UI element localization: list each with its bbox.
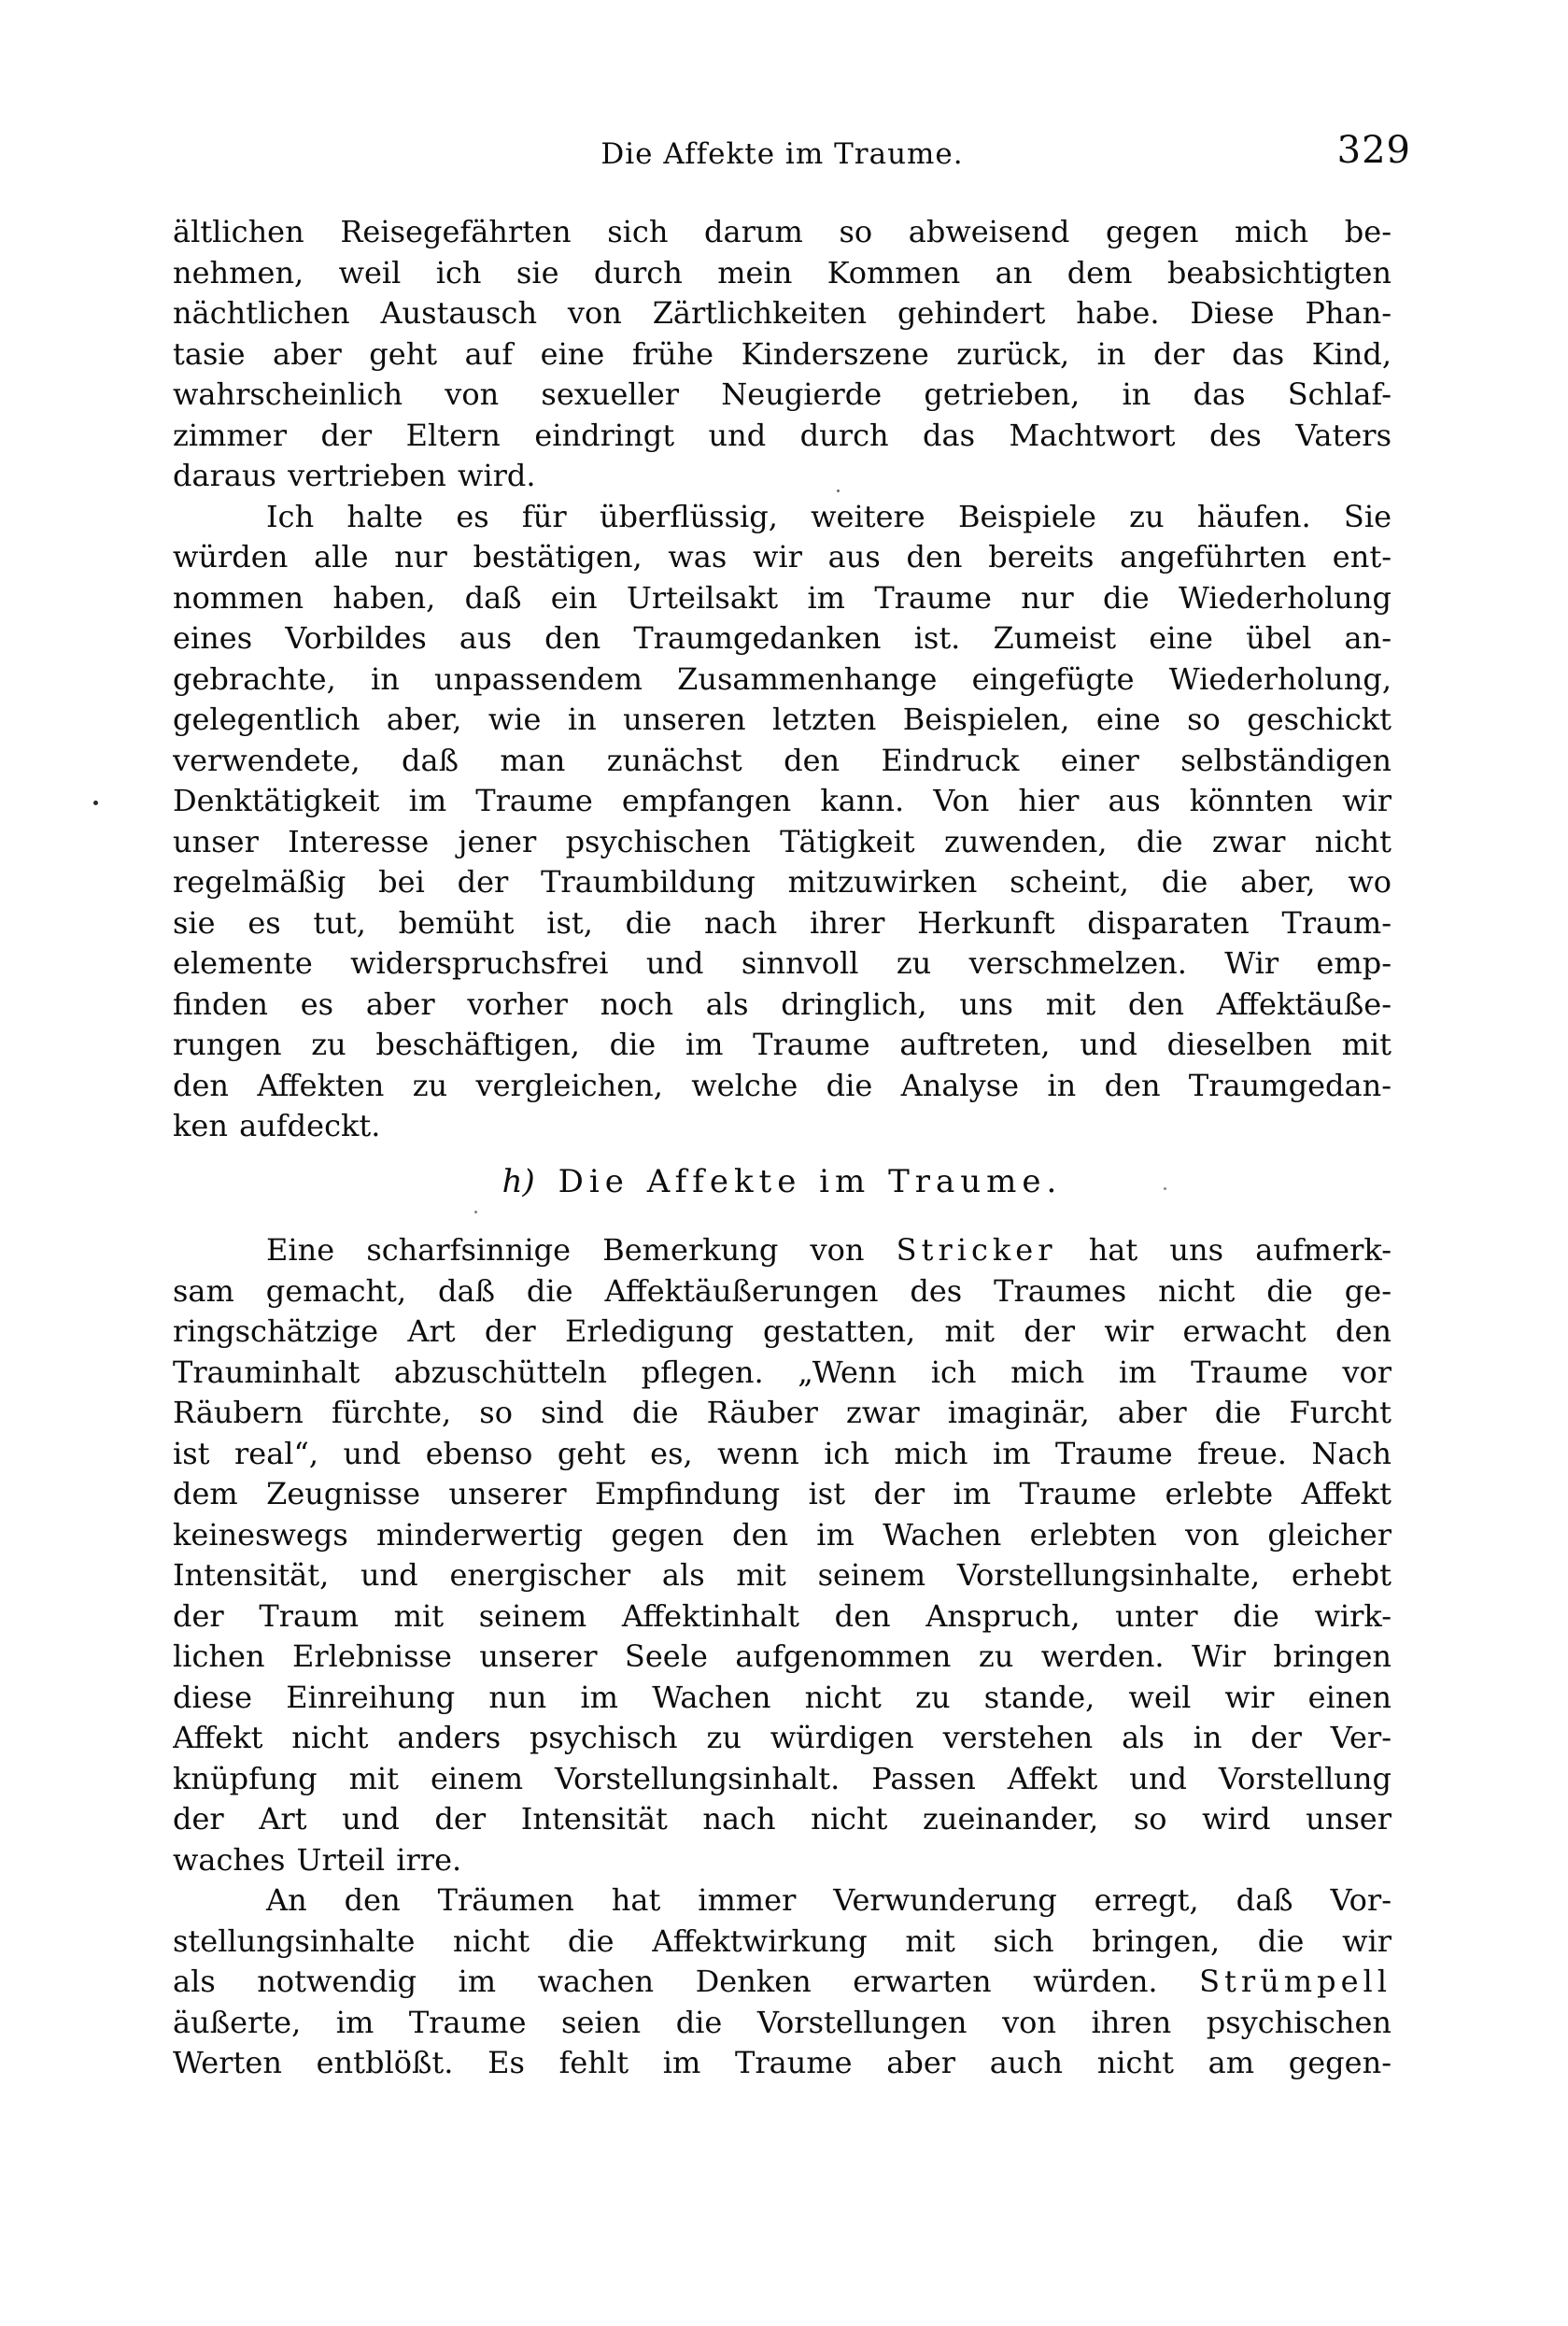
text-line: tasie aber geht auf eine frühe Kinderszene zurück, in der das Kind,: [173, 335, 1391, 372]
text-line: gebrachte, in unpassendem Zusammenhange eingefügte Wiederholung,: [173, 660, 1391, 697]
text-line: knüpfung mit einem Vorstellungsinhalt. Passen Affekt und Vorstellung: [173, 1760, 1391, 1796]
heading-prefix: h): [501, 1162, 535, 1200]
text-line: Räubern fürchte, so sind die Räuber zwar imaginär, aber die Furcht: [173, 1395, 1391, 1430]
text-line: dem Zeugnisse unserer Empfindung ist der im Traume erlebte Affekt: [173, 1476, 1391, 1511]
text-line: sam gemacht, daß die Affektäußerungen des Traumes nicht die ge-: [173, 1272, 1391, 1309]
text-line: würden alle nur bestätigen, was wir aus den bereits angeführten ent-: [173, 539, 1391, 574]
text-line: wahrscheinlich von sexueller Neugierde getrieben, in das Schlaf-: [173, 376, 1391, 412]
text-line: finden es aber vorher noch als dringlich, uns mit den Affektäuße-: [173, 986, 1391, 1022]
text-line: Eine scharfsinnige Bemerkung von Stricker hat uns aufmerk-: [266, 1232, 1391, 1268]
text-line: regelmäßig bei der Traumbildung mitzuwirken scheint, die aber, wo: [173, 864, 1391, 900]
text-line: äußerte, im Traume seien die Vorstellungen von ihren psychischen: [173, 2004, 1391, 2040]
text-line: der Traum mit seinem Affektinhalt den Anspruch, unter die wirk-: [173, 1597, 1391, 1634]
text-line: stellungsinhalte nicht die Affektwirkung mit sich bringen, die wir: [173, 1922, 1391, 1959]
text-line: den Affekten zu vergleichen, welche die Analyse in den Traumgedan-: [173, 1067, 1391, 1103]
text-line: Affekt nicht anders psychisch zu würdigen verstehen als in der Ver-: [173, 1720, 1391, 1755]
heading-title: Die Affekte im Traume.: [558, 1162, 1063, 1200]
scan-speck: [1164, 1187, 1166, 1190]
paragraph: [173, 497, 1391, 1147]
text-line: Ich halte es für überflüssig, weitere Beispiele zu häufen. Sie: [266, 498, 1391, 534]
text-line: An den Träumen hat immer Verwunderung erregt, daß Vor-: [266, 1882, 1391, 1918]
text-line: rungen zu beschäftigen, die im Traume auftreten, und dieselben mit: [173, 1027, 1391, 1062]
text-line: zimmer der Eltern eindringt und durch das Machtwort des Vaters: [173, 417, 1391, 453]
text-line: waches Urteil irre.: [173, 1841, 462, 1878]
running-title: Die Affekte im Traume.: [600, 137, 964, 171]
page-number: 329: [1336, 129, 1411, 172]
section-heading: [173, 1162, 1391, 1203]
scan-speck: [93, 801, 98, 805]
text-line: sie es tut, bemüht ist, die nach ihrer Herkunft disparaten Traum-: [173, 904, 1391, 941]
text-line: nächtlichen Austausch von Zärtlichkeiten gehindert habe. Diese Phan-: [173, 295, 1391, 331]
text-line: eines Vorbildes aus den Traumgedanken ist. Zumeist eine übel an-: [173, 620, 1391, 656]
text-line: als notwendig im wachen Denken erwarten würden. Strümpell: [173, 1964, 1391, 1999]
text-line: Trauminhalt abzuschütteln pflegen. „Wenn ich mich im Traume vor: [173, 1354, 1391, 1390]
paragraph: [173, 1880, 1391, 2084]
text-line: ringschätzige Art der Erledigung gestatten, mit der wir erwacht den: [173, 1313, 1391, 1349]
paragraph: [173, 212, 1391, 497]
text-line: Werten entblößt. Es fehlt im Traume aber auch nicht am gegen-: [173, 2045, 1391, 2080]
text-line: diese Einreihung nun im Wachen nicht zu stande, weil wir einen: [173, 1679, 1391, 1715]
text-line: verwendete, daß man zunächst den Eindruck einer selbständigen: [173, 742, 1391, 778]
text-line: der Art und der Intensität nach nicht zueinander, so wird unser: [173, 1801, 1391, 1837]
text-line: ken aufdeckt.: [173, 1108, 381, 1143]
paragraph: [173, 1230, 1391, 1880]
scan-speck: [837, 489, 840, 492]
body-text: [173, 212, 1391, 2084]
emphasized-word: Stricker: [896, 1232, 1057, 1268]
text-line: keineswegs minderwertig gegen den im Wachen erlebten von gleicher: [173, 1516, 1391, 1553]
text-line: gelegentlich aber, wie in unseren letzten Beispielen, eine so geschickt: [173, 702, 1391, 737]
text-line: lichen Erlebnisse unserer Seele aufgenommen zu werden. Wir bringen: [173, 1638, 1391, 1674]
text-line: ist real“, und ebenso geht es, wenn ich mich im Traume freue. Nach: [173, 1435, 1391, 1471]
emphasized-word: Strümpell: [1199, 1964, 1391, 1999]
text-line: Denktätigkeit im Traume empfangen kann. Von hier aus könnten wir: [173, 783, 1391, 818]
scan-speck: [474, 1211, 477, 1213]
text-line: Intensität, und energischer als mit seinem Vorstellungsinhalte, erhebt: [173, 1557, 1391, 1593]
text-line: nommen haben, daß ein Urteilsakt im Traume nur die Wiederholung: [173, 579, 1391, 616]
text-line: elemente widerspruchsfrei und sinnvoll zu verschmelzen. Wir emp-: [173, 945, 1391, 981]
text-line: nehmen, weil ich sie durch mein Kommen an dem beabsichtigten: [173, 254, 1391, 291]
text-line: unser Interesse jener psychischen Tätigkeit zuwenden, die zwar nicht: [173, 823, 1391, 859]
text-line: daraus vertrieben wird.: [173, 458, 536, 493]
text-line: ältlichen Reisegefährten sich darum so abweisend gegen mich be-: [173, 214, 1391, 249]
